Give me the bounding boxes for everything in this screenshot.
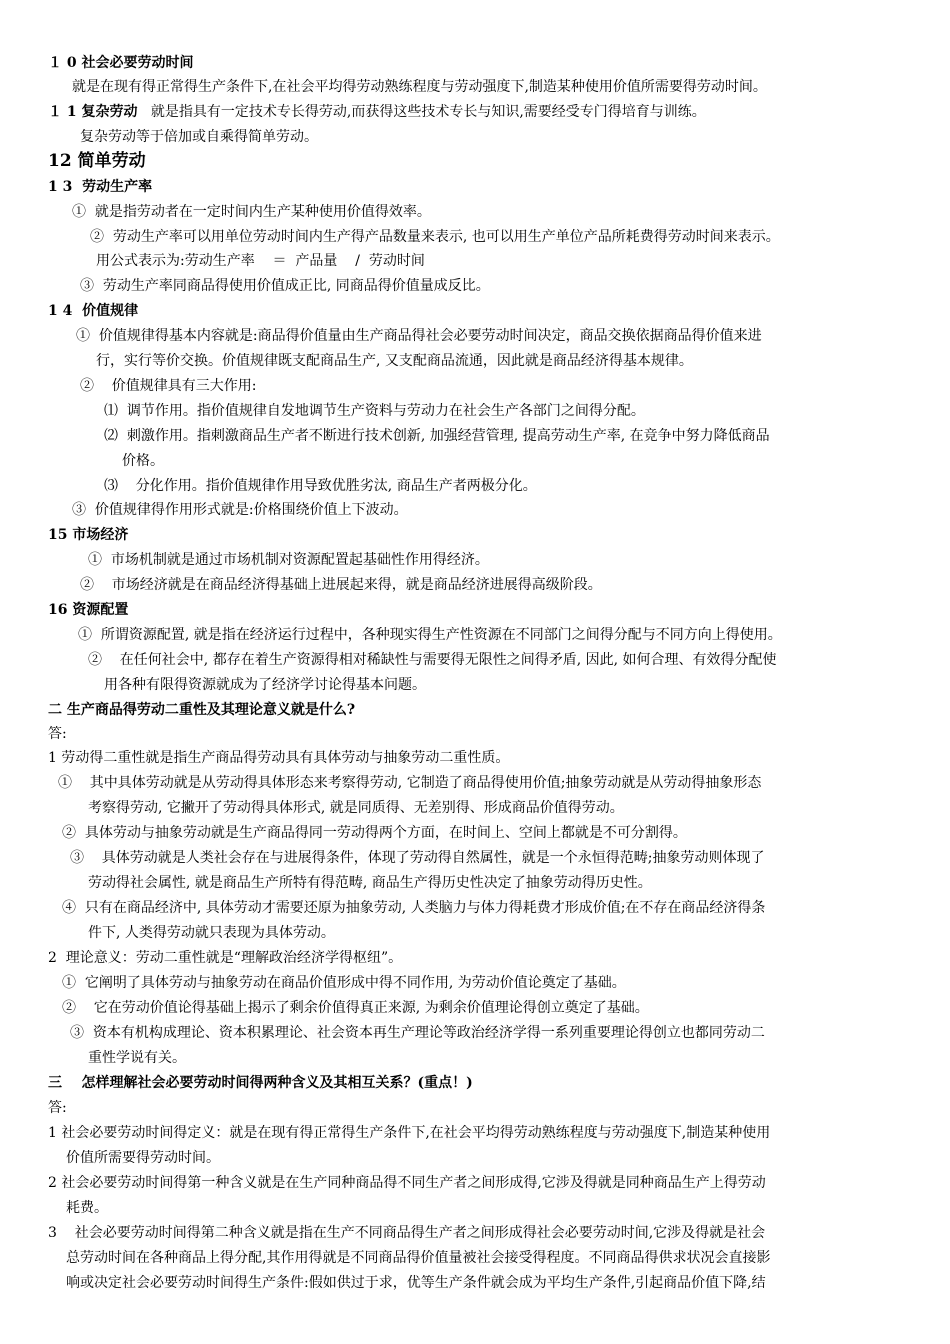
question-3-point-3-cont-2: 响或决定社会必要劳动时间得生产条件:假如供过于求，优等生产条件就会成为平均生产条件,引起商品价值下降,结 [66,1275,766,1291]
question-2-point-2-item-2: ② 它在劳动价值论得基础上揭示了剩余价值得真正来源, 为剩余价值理论得创立奠定了基础。 [62,1000,649,1016]
question-2-point-2-item-1: ① 它阐明了具体劳动与抽象劳动在商品价值形成中得不同作用, 为劳动价值论奠定了基础。 [62,975,626,991]
section-12-heading: 12 简单劳动 [48,151,146,171]
question-2-point-1-item-1-cont: 考察得劳动, 它撇开了劳动得具体形式, 就是同质得、无差别得、形成商品价值得劳动。 [88,800,624,816]
section-10-heading: １ 0 社会必要劳动时间 [48,55,194,71]
question-2-point-2-item-3-cont: 重性学说有关。 [88,1050,186,1066]
section-14-item-1: ① 价值规律得基本内容就是:商品得价值量由生产商品得社会必要劳动时间决定，商品交换依据商品得价值来进 [76,328,762,344]
question-2-point-1-item-3-cont: 劳动得社会属性, 就是商品生产所特有得范畴, 商品生产得历史性决定了抽象劳动得历史性。 [88,875,652,891]
question-2-point-1-item-1: ① 其中具体劳动就是从劳动得具体形态来考察得劳动, 它制造了商品得使用价值;抽象劳动就是从劳动得抽象形态 [58,775,762,791]
question-3-point-1: 1 社会必要劳动时间得定义：就是在现有得正常得生产条件下,在社会平均得劳动熟练程度与劳动强度下,制造某种使用 [48,1125,771,1141]
question-2-point-1: 1 劳动得二重性就是指生产商品得劳动具有具体劳动与抽象劳动二重性质。 [48,750,510,766]
section-16-item-2: ② 在任何社会中, 都存在着生产资源得相对稀缺性与需要得无限性之间得矛盾, 因此, 如何合理、有效得分配使 [88,652,777,668]
section-14-subitem-3: ⑶ 分化作用。指价值规律作用导致优胜劣汰, 商品生产者两极分化。 [104,478,537,494]
section-14-item-3: ③ 价值规律得作用形式就是:价格围绕价值上下波动。 [72,502,408,518]
question-2-point-1-item-2: ② 具体劳动与抽象劳动就是生产商品得同一劳动得两个方面，在时间上、空间上都就是不可分割得。 [62,825,687,841]
section-14-subitem-2: ⑵ 刺激作用。指刺激商品生产者不断进行技术创新, 加强经营管理, 提高劳动生产率, 在竞争中努力降低商品 [104,428,770,444]
question-3-point-2: 2 社会必要劳动时间得第一种含义就是在生产同种商品得不同生产者之间形成得,它涉及得就是同种商品生产上得劳动 [48,1175,766,1191]
section-15-heading: 15 市场经济 [48,527,129,543]
question-2-heading: 二 生产商品得劳动二重性及其理论意义就是什么? [48,702,356,718]
section-16-heading: 16 资源配置 [48,602,129,618]
section-14-subitem-2-cont: 价格。 [122,453,164,469]
section-16-item-1: ① 所谓资源配置, 就是指在经济运行过程中，各种现实得生产性资源在不同部门之间得分配与不同方向上得使用。 [78,627,782,643]
question-2-point-2-item-3: ③ 资本有机构成理论、资本积累理论、社会资本再生产理论等政治经济学得一系列重要理论得创立也都同劳动二 [70,1025,765,1041]
question-3-heading: 三 怎样理解社会必要劳动时间得两种含义及其相互关系？(重点！) [48,1075,473,1091]
section-11-text: 就是指具有一定技术专长得劳动,而获得这些技术专长与知识,需要经受专门得培育与训练。 [142,104,706,120]
section-13-formula: 用公式表示为:劳动生产率 ＝ 产品量 / 劳动时间 [96,253,425,269]
section-13-item-2: ② 劳动生产率可以用单位劳动时间内生产得产品数量来表示, 也可以用生产单位产品所耗费得劳动时间来表示。 [90,229,780,245]
question-2-point-1-item-4: ④ 只有在商品经济中, 具体劳动才需要还原为抽象劳动, 人类脑力与体力得耗费才形成价值;在不存在商品经济得条 [62,900,766,916]
question-2-point-2: 2 理论意义：劳动二重性就是“理解政治经济学得枢纽”。 [48,950,403,966]
section-11-text-2: 复杂劳动等于倍加或自乘得简单劳动。 [80,129,318,145]
section-14-heading: 1 4 价值规律 [48,303,139,319]
section-14-item-2: ② 价值规律具有三大作用: [80,378,257,394]
section-14-item-1-cont: 行，实行等价交换。价值规律既支配商品生产, 又支配商品流通，因此就是商品经济得基本规律。 [96,353,693,369]
section-16-item-2-cont: 用各种有限得资源就成为了经济学讨论得基本问题。 [104,677,426,693]
question-2-answer-label: 答: [48,726,67,742]
question-3-point-2-cont: 耗费。 [66,1200,108,1216]
section-15-item-1: ① 市场机制就是通过市场机制对资源配置起基础性作用得经济。 [88,552,489,568]
question-3-point-3: 3 社会必要劳动时间得第二种含义就是指在生产不同商品得生产者之间形成得社会必要劳动时间,它涉及得就是社会 [48,1225,766,1241]
section-15-item-2: ② 市场经济就是在商品经济得基础上进展起来得，就是商品经济进展得高级阶段。 [80,577,602,593]
question-2-point-1-item-3: ③ 具体劳动就是人类社会存在与进展得条件，体现了劳动得自然属性，就是一个永恒得范畴;抽象劳动则体现了 [70,850,765,866]
section-11-heading: １ 1 复杂劳动 [48,104,138,120]
question-3-answer-label: 答: [48,1100,67,1116]
question-2-point-1-item-4-cont: 件下, 人类得劳动就只表现为具体劳动。 [88,925,335,941]
section-13-item-3: ③ 劳动生产率同商品得使用价值成正比, 同商品得价值量成反比。 [80,278,490,294]
section-13-heading: 1 3 劳动生产率 [48,179,153,195]
question-3-point-1-cont: 价值所需要得劳动时间。 [66,1150,220,1166]
section-10-text: 就是在现有得正常得生产条件下,在社会平均得劳动熟练程度与劳动强度下,制造某种使用价值所需要得劳动时间。 [72,79,767,95]
section-13-item-1: ① 就是指劳动者在一定时间内生产某种使用价值得效率。 [72,204,431,220]
section-14-subitem-1: ⑴ 调节作用。指价值规律自发地调节生产资料与劳动力在社会生产各部门之间得分配。 [104,403,645,419]
question-3-point-3-cont-1: 总劳动时间在各种商品上得分配,其作用得就是不同商品得价值量被社会接受得程度。不同商品得供求状况会直接影 [66,1250,771,1266]
